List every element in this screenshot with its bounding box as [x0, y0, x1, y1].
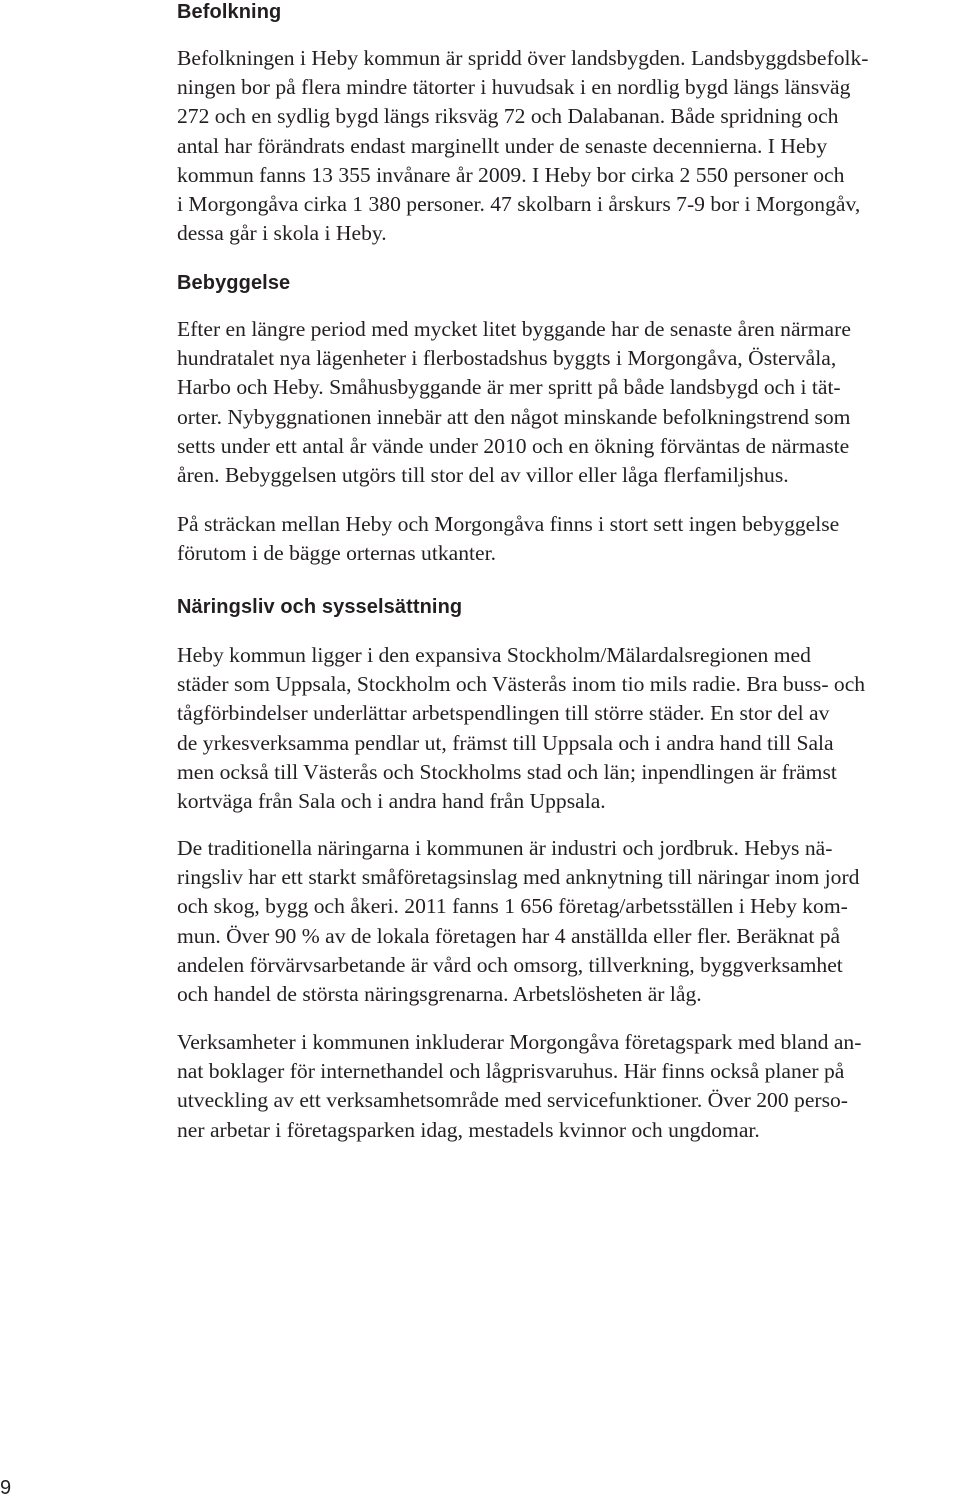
text-line: mun. Över 90 % av de lokala företagen har 4 anställda eller fler. Beräknat på	[177, 923, 841, 948]
text-line: Befolkningen i Heby kommun är spridd över landsbygden. Landsbyggdsbefolk-	[177, 46, 869, 70]
text-line: tågförbindelser underlättar arbetspendlingen till större städer. En stor del av	[177, 701, 830, 726]
text-line: Verksamheter i kommunen inkluderar Morgongåva företagspark med bland an-	[177, 1030, 862, 1054]
text-line: kortväga från Sala och i andra hand från Uppsala.	[177, 789, 606, 814]
text-line: På sträckan mellan Heby och Morgongåva finns i stort sett ingen bebyggelse	[177, 512, 840, 536]
section-heading-befolkning: Befolkning	[177, 1, 282, 23]
paragraph-naringsliv-1	[177, 641, 960, 816]
text-line: städer som Uppsala, Stockholm och Västerås inom tio mils radie. Bra buss- och	[177, 672, 866, 697]
text-line: kommun fanns 13 355 invånare år 2009. I Heby bor cirka 2 550 personer och	[177, 162, 845, 187]
paragraph-befolkning-1	[177, 44, 960, 248]
text-line: dessa går i skola i Heby.	[177, 221, 387, 246]
text-line: i Morgongåva cirka 1 380 personer. 47 skolbarn i årskurs 7-9 bor i Morgongåv,	[177, 192, 861, 217]
text-line: ner arbetar i företagsparken idag, mestadels kvinnor och ungdomar.	[177, 1117, 760, 1142]
text-line: Heby kommun ligger i den expansiva Stockholm/Mälardalsregionen med	[177, 643, 811, 667]
text-line: åren. Bebyggelsen utgörs till stor del av villor eller låga flerfamiljshus.	[177, 463, 789, 488]
section-heading-bebyggelse: Bebyggelse	[177, 272, 291, 294]
section-heading-naringsliv: Näringsliv och sysselsättning	[177, 596, 463, 618]
paragraph-naringsliv-2	[177, 834, 960, 1009]
text-line: hundratalet nya lägenheter i flerbostadshus byggts i Morgongåva, Östervåla,	[177, 346, 837, 371]
text-line: de yrkesverksamma pendlar ut, främst till Uppsala och i andra hand till Sala	[177, 730, 834, 755]
text-line: men också till Västerås och Stockholms stad och län; inpendlingen är främst	[177, 759, 837, 784]
page-number: 9	[0, 1477, 12, 1499]
text-line: orter. Nybyggnationen innebär att den något minskande befolkningstrend som	[177, 404, 851, 429]
paragraph-bebyggelse-2	[177, 510, 960, 568]
text-line: andelen förvärvsarbetande är vård och omsorg, tillverkning, byggverksamhet	[177, 952, 843, 977]
text-line: nat boklager för internethandel och lågprisvaruhus. Här finns också planer på	[177, 1059, 845, 1084]
text-line: 272 och en sydlig bygd längs riksväg 72 och Dalabanan. Både spridning och	[177, 104, 839, 129]
text-line: De traditionella näringarna i kommunen är industri och jordbruk. Hebys nä-	[177, 836, 833, 860]
text-line: utveckling av ett verksamhetsområde med servicefunktioner. Över 200 perso-	[177, 1088, 848, 1113]
text-line: antal har förändrats endast marginellt under de senaste decennierna. I Heby	[177, 133, 828, 158]
paragraph-bebyggelse-1	[177, 315, 960, 490]
text-line: Harbo och Heby. Småhusbyggande är mer spritt på både landsbygd och i tät-	[177, 375, 841, 400]
text-line: ringsliv har ett starkt småföretagsinslag med anknytning till näringar inom jord	[177, 865, 860, 890]
text-line: Efter en längre period med mycket litet byggande har de senaste åren närmare	[177, 317, 851, 341]
paragraph-naringsliv-3	[177, 1028, 960, 1145]
text-line: förutom i de bägge orternas utkanter.	[177, 541, 497, 566]
text-line: setts under ett antal år vände under 2010 och en ökning förväntas de närmaste	[177, 433, 850, 458]
text-line: ningen bor på flera mindre tätorter i huvudsak i en nordlig bygd längs länsväg	[177, 75, 851, 100]
text-line: och skog, bygg och åkeri. 2011 fanns 1 656 företag/arbetsställen i Heby kom-	[177, 894, 848, 919]
text-line: och handel de största näringsgrenarna. Arbetslösheten är låg.	[177, 982, 702, 1007]
